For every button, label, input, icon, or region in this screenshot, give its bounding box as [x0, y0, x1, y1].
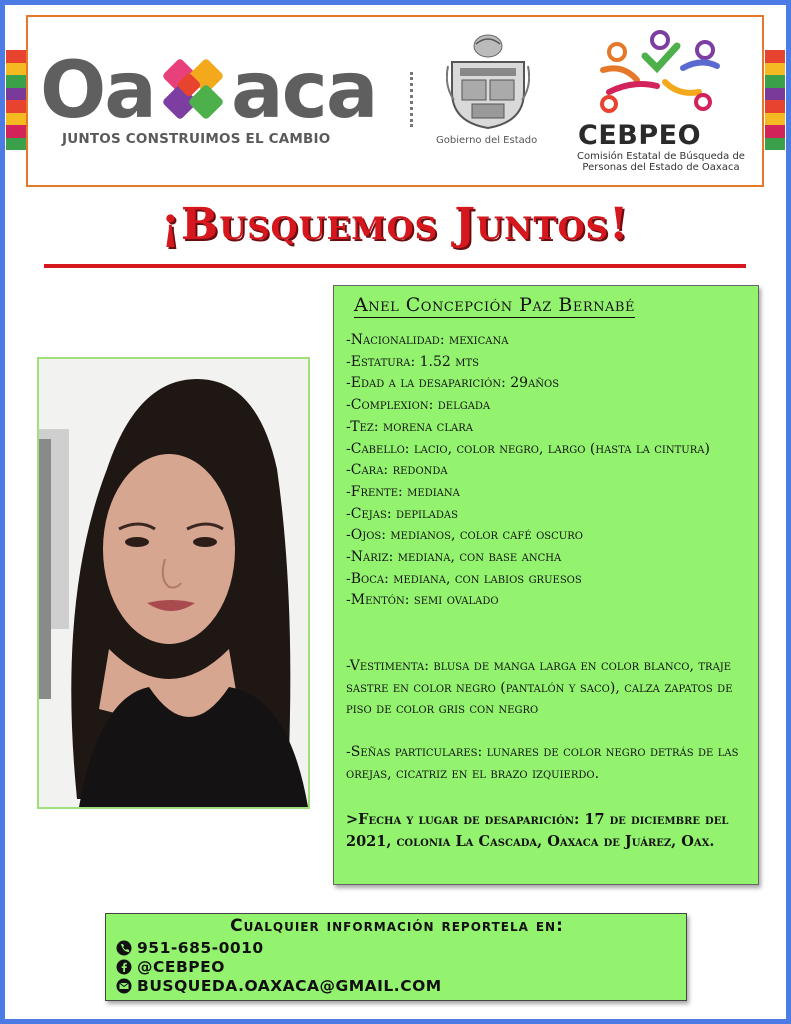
info-card	[333, 285, 759, 885]
field-value: 29años	[505, 375, 560, 392]
field-value: mediana, con labios gruesos	[388, 570, 582, 587]
field-value: medianos, color café oscuro	[385, 527, 583, 544]
contact-card	[105, 913, 687, 1001]
field-value: mediana	[402, 483, 460, 500]
field-value: lunares de color negro detrás de las orejas, cicatriz en el brazo izquierdo.	[346, 744, 739, 782]
field-edad	[346, 373, 746, 395]
field-value: lacio, color negro, largo (hasta la cintura)	[409, 440, 710, 457]
field-value: redonda	[388, 462, 448, 479]
contact-title: Cualquier información reportela en:	[230, 916, 564, 936]
missing-person-photo	[37, 357, 310, 809]
field-label: -Ojos:	[346, 527, 386, 544]
phone-icon	[116, 940, 132, 956]
field-label: -Vestimenta:	[346, 658, 429, 674]
headline: ¡Busquemos Juntos!	[160, 199, 630, 250]
field-label: -Complexion:	[346, 397, 434, 414]
contact-facebook[interactable]	[116, 958, 225, 976]
field-value: blusa de manga larga en color blanco, traje sastre en color negro (pantalón y saco), calza zapatos de piso de color gris con negro	[346, 658, 733, 718]
field-fecha-lugar	[346, 809, 746, 852]
field-vestimenta	[346, 656, 746, 721]
field-label: -Cejas:	[346, 505, 392, 522]
field-label: -Nacionalidad:	[346, 332, 445, 348]
field-label: -Mentón:	[346, 592, 410, 609]
email-icon	[116, 978, 132, 994]
field-label: >Fecha y lugar de desaparición:	[346, 811, 580, 828]
state-seal-icon	[446, 32, 530, 132]
gobierno-label: Gobierno del Estado	[436, 135, 538, 146]
field-value: semi ovalado	[409, 592, 499, 609]
field-value: 1.52 mts	[415, 353, 480, 370]
field-nariz	[346, 547, 746, 569]
cebpeo-subtitle	[568, 151, 754, 173]
field-label: -Estatura:	[346, 353, 416, 370]
slogan: JUNTOS CONSTRUIMOS EL CAMBIO	[62, 131, 331, 147]
field-value: mexicana	[444, 332, 509, 348]
contact-email[interactable]	[116, 977, 442, 995]
oaxaca-x-mark-icon	[157, 61, 229, 121]
field-value: mediana, con base ancha	[393, 549, 562, 566]
headline-container	[44, 196, 746, 268]
portrait-image	[39, 359, 308, 807]
contact-phone[interactable]	[116, 939, 264, 957]
oaxaca-logo-text-right: aca	[230, 46, 377, 136]
description-fields	[346, 330, 746, 612]
cebpeo-name: CEBPEO	[578, 120, 702, 151]
field-menton	[346, 590, 746, 612]
oaxaca-logo-text-left: Oa	[40, 46, 155, 136]
field-value: 17 de diciembre del 2021, colonia La Cascada, Oaxaca de Juárez, Oax.	[346, 811, 729, 850]
facebook-icon	[116, 959, 132, 975]
header-divider	[410, 72, 413, 127]
field-label: -Cabello:	[346, 440, 410, 457]
field-cabello	[346, 439, 746, 461]
field-cara	[346, 460, 746, 482]
field-cejas	[346, 504, 746, 526]
field-label: -Cara:	[346, 462, 389, 479]
field-nacionalidad	[346, 330, 746, 352]
field-tez	[346, 417, 746, 439]
field-label: -Frente:	[346, 483, 403, 500]
cebpeo-subtitle-line2: Personas del Estado de Oaxaca	[582, 162, 740, 173]
email-address: BUSQUEDA.OAXACA@GMAIL.COM	[137, 977, 442, 995]
oaxaca-logo	[40, 46, 377, 136]
field-senas-particulares	[346, 742, 746, 785]
field-value: depiladas	[391, 505, 458, 522]
decorative-stripe-left	[6, 50, 26, 150]
decorative-stripe-right	[765, 50, 785, 150]
field-label: -Nariz:	[346, 549, 394, 566]
facebook-handle: @CEBPEO	[137, 958, 225, 976]
field-value: delgada	[433, 397, 491, 414]
field-complexion	[346, 395, 746, 417]
field-ojos	[346, 525, 746, 547]
field-estatura	[346, 352, 746, 374]
cebpeo-subtitle-line1: Comisión Estatal de Búsqueda de	[577, 151, 745, 162]
person-name: Anel Concepción Paz Bernabé	[354, 294, 635, 316]
field-label: -Edad a la desaparición:	[346, 375, 506, 392]
phone-number: 951-685-0010	[137, 939, 264, 957]
field-frente	[346, 482, 746, 504]
field-label: -Boca:	[346, 570, 389, 587]
field-value: morena clara	[378, 418, 473, 435]
field-boca	[346, 569, 746, 591]
field-label: -Tez:	[346, 418, 379, 435]
field-label: -Señas particulares:	[346, 744, 483, 760]
cebpeo-logo-icon	[595, 30, 725, 120]
